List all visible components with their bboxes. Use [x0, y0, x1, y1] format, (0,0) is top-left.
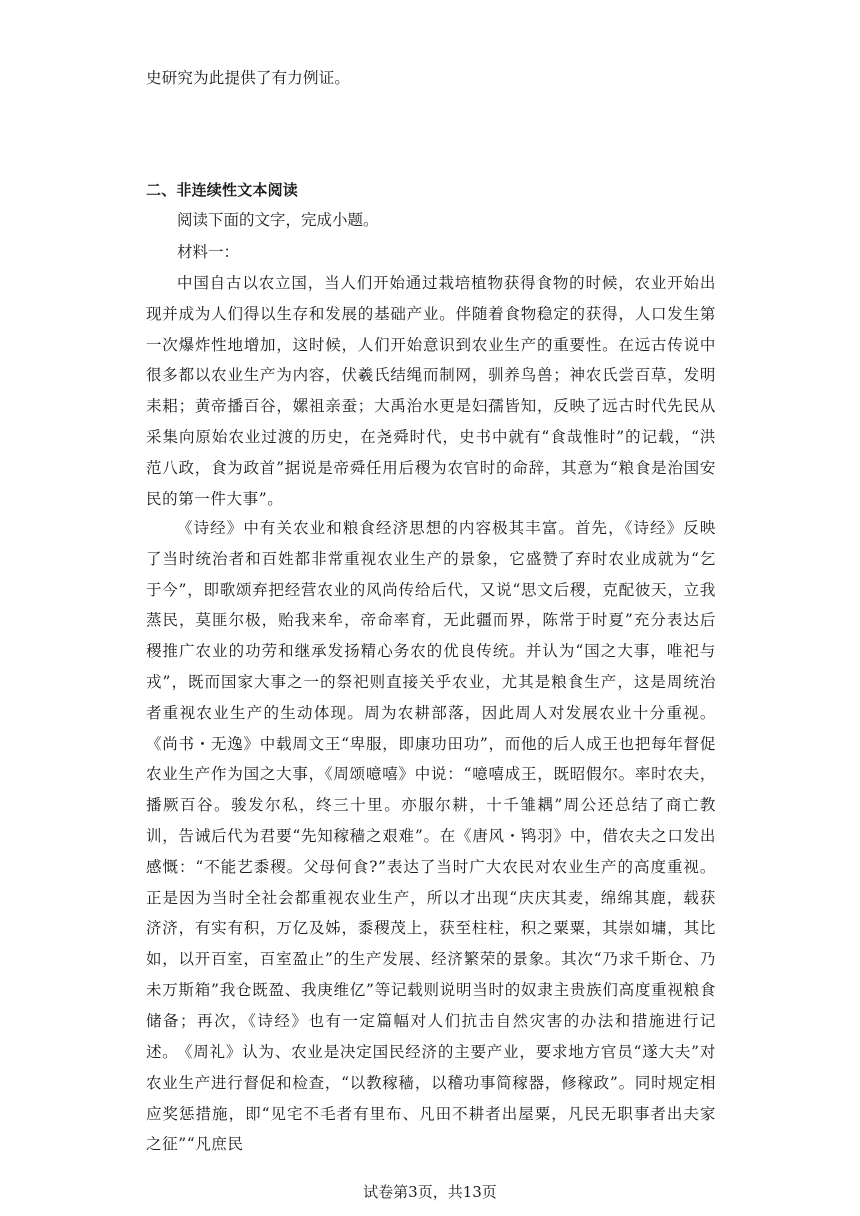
material-label: 材料一： — [177, 243, 240, 261]
continuation-text: 史研究为此提供了有力例证。 — [146, 69, 351, 87]
instruction-text: 阅读下面的文字，完成小题。 — [177, 211, 379, 229]
paragraph-2: 《诗经》中有关农业和粮食经济思想的内容极其丰富。首先，《诗经》反映了当时统治者和百姓都非常重视农业生产的景象，它盛赞了弃时农业成就为“乞于今”，即歌颂弃把经营农业的风尚传给后代，又说“思文后稷，克配彼天，立我蒸民，莫匪尔极，贻我来牟，帝命率育，无此疆而界，陈常于时夏”充分表达后稷推广农业的功劳和继承发扬精心务农的优良传统。并认为“国之大事，唯祀与戎”，既而国家大事之一的祭祀则直接关乎农业，尤其是粮食生产，这是周统治者重视农业生产的生动体现。周为农耕部落，因此周人对发展农业十分重视。《尚书・无逸》中载周文王“卑服，即康功田功”，而他的后人成王也把每年督促农业生产作为国之大事，《周颂噫嘻》中说：“噫嘻成王，既昭假尔。率时农夫，播厥百谷。骏发尔私，终三十里。亦服尔耕，十千雏耦”周公还总结了商亡教训，告诫后代为君要“先知稼穑之艰难”。在《唐风・鸨羽》中，借农夫之口发出感慨：“不能艺黍稷。父母何食?”表达了当时广大农民对农业生产的高度重视。正是因为当时全社会都重视农业生产，所以才出现“庆庆其麦，绵绵其鹿，载获济济，有实有积，万亿及姊，黍稷茂上，获至柱柱，积之粟粟，其崇如墉，其比如，以开百室，百室盈止”的生产发展、经济繁荣的景象。其次“乃求千斯仓、乃未万斯箱”我仓既盈、我庚维亿”等记载则说明当时的奴隶主贵族们高度重视粮食储备；再次，《诗经》也有一定篇幅对人们抗击自然灾害的办法和措施进行记述。 — [146, 519, 716, 1061]
page-footer: 试卷第3页，共13页 — [363, 1183, 497, 1201]
paragraph-1: 中国自古以农立国，当人们开始通过栽培植物获得食物的时候，农业开始出现并成为人们得以生存和发展的基础产业。伴随着食物稳定的获得，人口发生第一次爆炸性地增加，这时候，人们开始意识到农业生产的重要性。在远古传说中很多都以农业生产为内容，伏羲氏结绳而制网，驯养鸟兽；神农氏尝百草，发明耒耜；黄帝播百谷，嫘祖亲蚕；大禹治水更是妇孺皆知，反映了远古时代先民从采集向原始农业过渡的历史，在尧舜时代，史书中就有“食哉惟时”的记载，“洪范八政，食为政首”据说是帝舜任用后稷为农官时的命辞，其意为“粮食是治国安民的第一件大事”。 — [146, 274, 716, 508]
section-heading: 二、非连续性文本阅读 — [146, 181, 299, 199]
paragraph-3: 《周礼》认为、农业是决定国民经济的主要产业，要求地方官员“遂大夫”对农业生产进行督促和检查，“以教稼穑，以稽功事简稼器，修稼政”。同时规定相应奖惩措施，即“见宅不毛者有里布、凡田不耕者出屋粟，凡民无职事者出夫家之征”“凡庶民 — [146, 1043, 716, 1154]
